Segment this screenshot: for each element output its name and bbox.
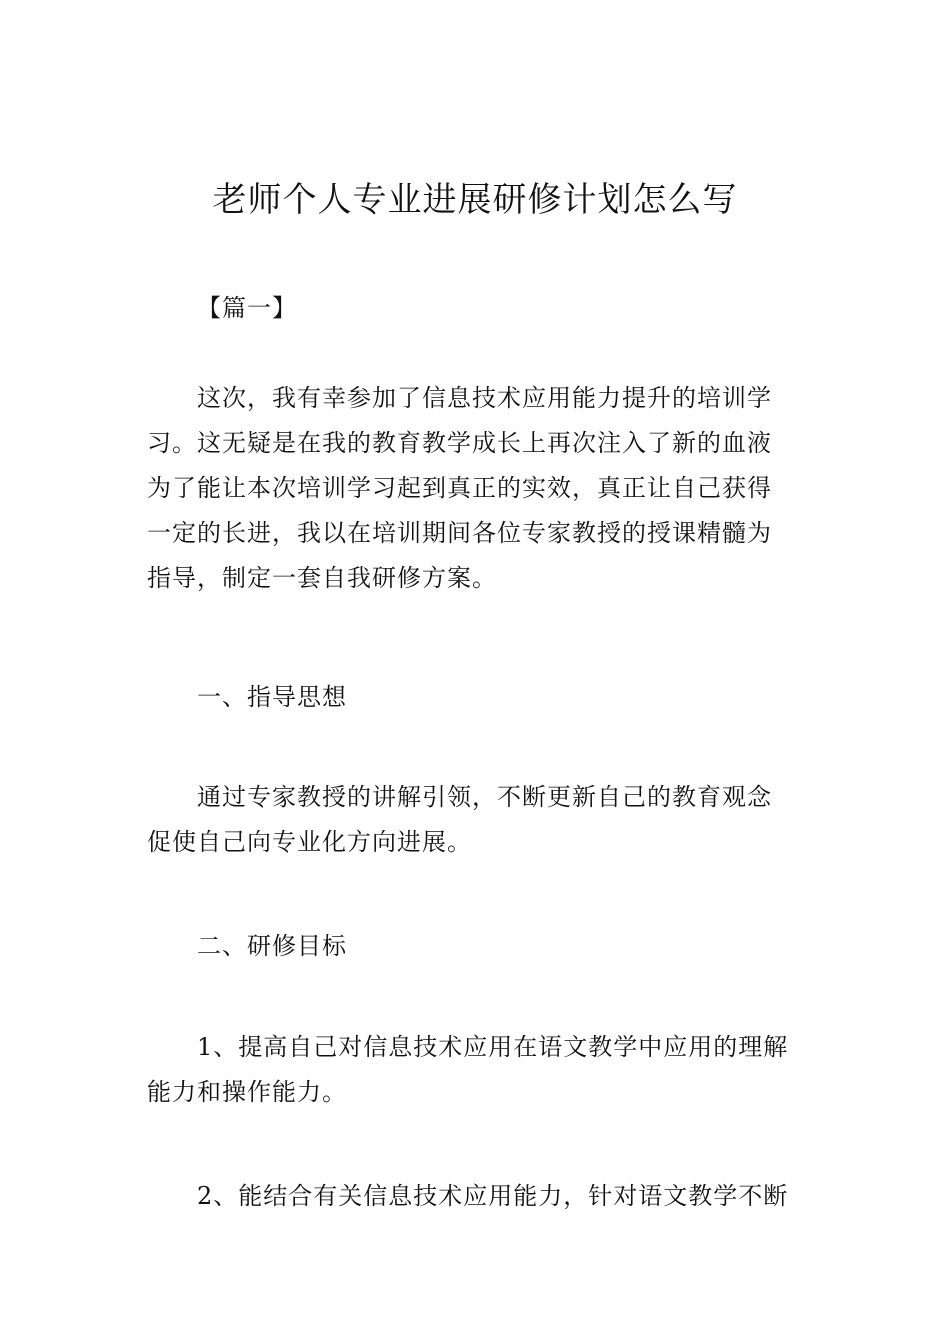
intro-line: 一定的长进，我以在培训期间各位专家教授的授课精髓为 — [147, 519, 772, 547]
guiding-line: 通过专家教授的讲解引领，不断更新自己的教育观念 — [197, 783, 772, 811]
guiding-paragraph — [147, 775, 807, 865]
guiding-line: 促使自己向专业化方向进展。 — [147, 828, 472, 856]
goal-1-paragraph — [147, 1025, 807, 1115]
goal-1-line: 1、提高自己对信息技术应用在语文教学中应用的理解 — [197, 1033, 789, 1061]
intro-line: 指导，制定一套自我研修方案。 — [147, 564, 497, 592]
goal-1-line: 能力和操作能力。 — [147, 1078, 347, 1106]
goal-2-line: 2、能结合有关信息技术应用能力，针对语文教学不断 — [197, 1182, 789, 1210]
section-label: 【篇一】 — [197, 294, 297, 322]
intro-line: 为了能让本次培训学习起到真正的实效，真正让自己获得 — [147, 474, 772, 502]
intro-line: 习。这无疑是在我的教育教学成长上再次注入了新的血液 — [147, 429, 772, 457]
goal-2-paragraph — [147, 1174, 807, 1219]
section-heading-study-goals: 二、研修目标 — [197, 932, 347, 960]
section-heading-guiding-thought: 一、指导思想 — [197, 683, 347, 711]
intro-line: 这次，我有幸参加了信息技术应用能力提升的培训学 — [197, 384, 772, 412]
document-title: 老师个人专业进展研修计划怎么写 — [212, 180, 738, 220]
intro-paragraph — [147, 376, 807, 601]
